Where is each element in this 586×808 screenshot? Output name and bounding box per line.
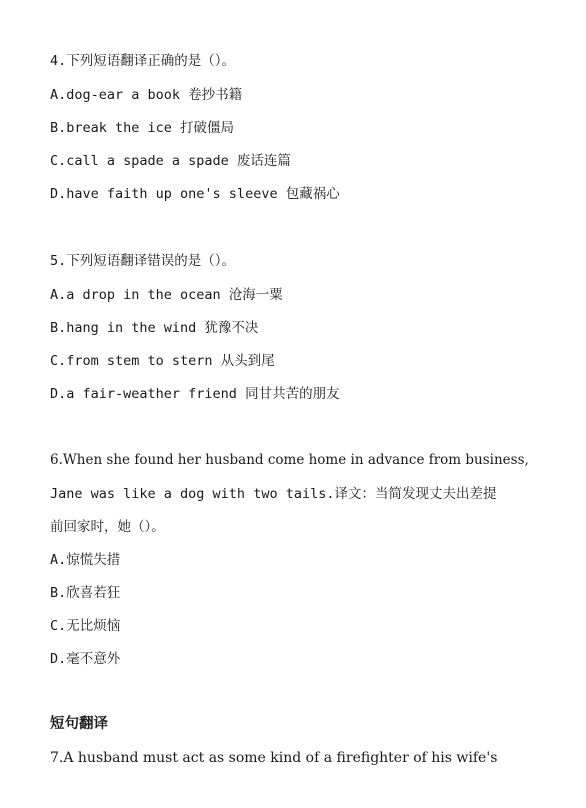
q5-option-d: D.a fair-weather friend 同甘共苦的朋友	[50, 386, 340, 402]
q7-line: 7.A husband must act as some kind of a firefighter of his wife's	[50, 750, 498, 766]
q6-option-d: D.毫不意外	[50, 651, 121, 667]
q5-stem: 5.下列短语翻译错误的是（）。	[50, 253, 236, 269]
q4-option-b: B.break the ice 打破僵局	[50, 120, 235, 136]
q6-option-a: A.惊慌失措	[50, 552, 121, 568]
section-heading: 短句翻译	[50, 716, 108, 732]
q6-stem-line-3: 前回家时，她（）。	[50, 519, 165, 535]
q5-option-c: C.from stem to stern 从头到尾	[50, 353, 275, 369]
q6-option-b: B.欣喜若狂	[50, 585, 121, 601]
q4-stem: 4.下列短语翻译正确的是（）。	[50, 53, 236, 69]
q4-option-d: D.have faith up one's sleeve 包藏祸心	[50, 186, 340, 202]
q5-option-b: B.hang in the wind 犹豫不决	[50, 320, 259, 336]
q6-option-c: C.无比烦恼	[50, 618, 121, 634]
q6-stem-line-1: 6.When she found her husband come home in advance from business,	[50, 452, 529, 468]
q5-option-a: A.a drop in the ocean 沧海一粟	[50, 287, 283, 303]
q6-stem-line-2: Jane was like a dog with two tails.译文：当简发现丈夫出差提	[50, 486, 497, 502]
q4-option-c: C.call a spade a spade 废话连篇	[50, 153, 291, 169]
q4-option-a: A.dog-ear a book 卷抄书籍	[50, 87, 243, 103]
